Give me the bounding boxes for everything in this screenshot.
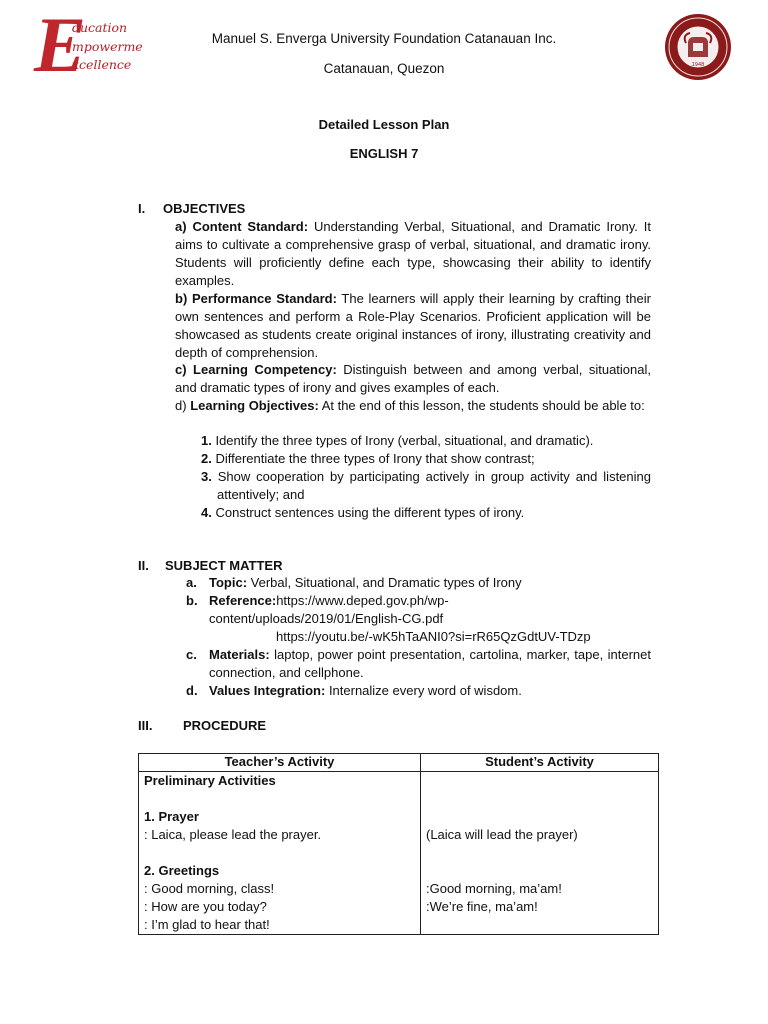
materials-num: c. [186,647,197,662]
section-1-heading: OBJECTIVES [163,201,246,216]
learning-competency: c) Learning Competency: Distinguish between and among verbal, situational, and dramatic types of irony and gives examples of each. [175,362,651,395]
section-3-heading: PROCEDURE [183,718,267,733]
content-standard: a) Content Standard: Understanding Verbal, Situational, and Dramatic Irony. It aims to cultivate a comprehensive grasp of verbal, situational, and dramatic irony. Students will proficiently define each type, showcasing their ability to identify examples. [175,219,651,288]
teacher-activity-cell [139,772,421,935]
section-2-heading: SUBJECT MATTER [165,558,283,573]
preliminary-heading: Preliminary Activities [144,773,276,788]
logo-word-2: mpowerme [72,39,143,54]
topic-num: a. [186,575,197,590]
objective-item-3: 3. Show cooperation by participating actively in group activity and listening attentively; and [201,469,651,502]
university-seal-icon [664,13,732,81]
section-1-number: I. [138,201,146,216]
document-subject: ENGLISH 7 [349,146,419,161]
svg-text:1948: 1948 [691,62,705,68]
greet-teacher-1: : Good morning, class! [144,881,275,896]
objective-item-4: 4. Construct sentences using the different types of irony. [201,505,525,520]
document-title: Detailed Lesson Plan [318,117,450,132]
reference-link-1[interactable]: https://www.deped.gov.ph/wp- [276,593,449,608]
table-header-row [139,754,659,772]
materials: Materials: laptop, power point presentation, cartolina, marker, tape, internet connection, and cellphone. [209,647,651,680]
logo-word-1: ducation [72,20,128,35]
greet-teacher-2: : How are you today? [144,899,267,914]
learning-objectives: d) Learning Objectives: At the end of this lesson, the students should be able to: [175,398,645,413]
greet-student-1: :Good morning, ma’am! [426,881,562,896]
values-num: d. [186,683,198,698]
topic: Topic: Verbal, Situational, and Dramatic types of Irony [209,575,522,590]
logo-word-3: xcellence [72,57,132,72]
greetings-heading: 2. Greetings [144,863,220,878]
prayer-teacher: : Laica, please lead the prayer. [144,827,322,842]
reference-link-1-cont[interactable]: content/uploads/2019/01/English-CG.pdf [209,611,444,626]
greet-teacher-3: : I’m glad to hear that! [144,917,270,932]
student-activity-cell [421,772,659,935]
prayer-student: (Laica will lead the prayer) [426,827,578,842]
reference-link-2[interactable]: https://youtu.be/-wK5hTaANI0?si=rR65QzGdtUV-TDzp [276,629,591,644]
prayer-heading: 1. Prayer [144,809,199,824]
performance-standard: b) Performance Standard: The learners will apply their learning by crafting their own sentences and perform a Role-Play Scenarios. Proficient application will be showcased as students create original instances of irony, illustrating creativity and depth of comprehension. [175,291,651,360]
greet-student-2: :We’re fine, ma’am! [426,899,538,914]
emerald-logo: E ducation mpowerme xcellence [34,1,143,88]
reference-num: b. [186,593,198,608]
table-row [139,772,659,935]
objective-item-2: 2. Differentiate the three types of Irony that show contrast; [201,451,535,466]
section-2-number: II. [138,558,149,573]
reference: Reference:https://www.deped.gov.ph/wp- [209,593,449,608]
section-3-number: III. [138,718,153,733]
objective-item-1: 1. Identify the three types of Irony (verbal, situational, and dramatic). [201,433,594,448]
school-name: Manuel S. Enverga University Foundation Catanauan Inc. [211,31,557,46]
col-teacher-header: Teacher’s Activity [139,754,421,772]
procedure-table [138,753,659,935]
col-student-header: Student’s Activity [421,754,659,772]
school-location: Catanauan, Quezon [323,61,445,76]
values-integration: Values Integration: Internalize every word of wisdom. [209,683,522,698]
